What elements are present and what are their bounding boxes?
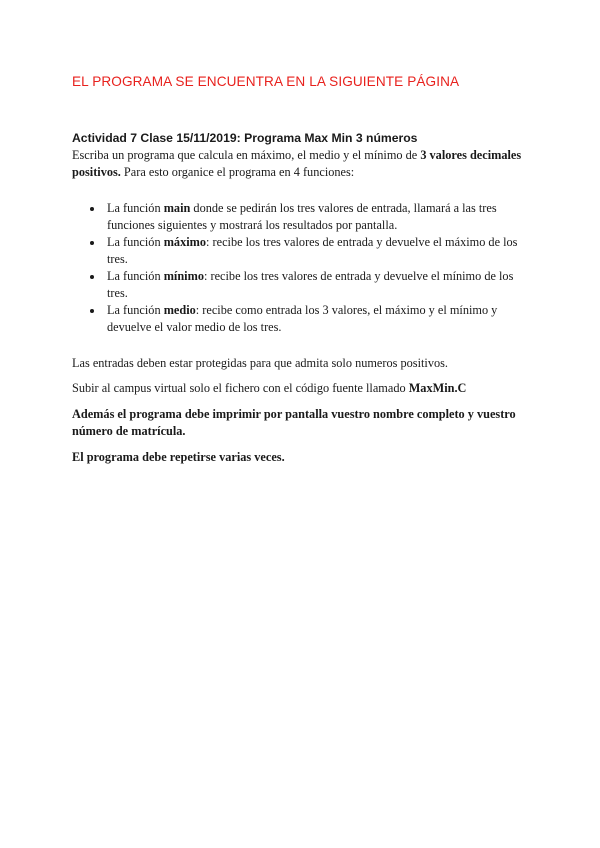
bullet-icon [90, 207, 94, 211]
list-item-text: : recibe los tres valores de entrada y devuelve el máximo de los tres. [107, 235, 518, 266]
list-item-bold: mínimo [163, 269, 204, 283]
ademas-paragraph: Además el programa debe imprimir por pantalla vuestro nombre completo y vuestro número de matrícula. [72, 407, 516, 438]
next-page-notice: EL PROGRAMA SE ENCUENTRA EN LA SIGUIENTE PÁGINA [72, 74, 460, 89]
list-item-text: : recibe los tres valores de entrada y devuelve el mínimo de los tres. [107, 269, 514, 300]
subir-text: Subir al campus virtual solo el fichero con el código fuente llamado [72, 381, 409, 395]
list-item-bold: main [163, 201, 191, 215]
list-item-minimo [90, 268, 528, 302]
list-item-text: : recibe como entrada los 3 valores, el máximo y el mínimo y devuelve el valor medio de los tres. [107, 303, 498, 334]
list-item-text: La función [107, 235, 164, 249]
bullet-icon [90, 241, 94, 245]
filename: MaxMin.C [408, 381, 467, 395]
list-item-bold: medio [163, 303, 196, 317]
bullet-icon [90, 275, 94, 279]
intro-text-2: Para esto organice el programa en 4 funciones: [120, 165, 355, 179]
intro-bold: 3 valores decimales positivos. [72, 148, 522, 179]
bullet-icon [90, 309, 94, 313]
subir-paragraph [72, 380, 528, 397]
list-item-text: La función [107, 303, 164, 317]
list-item-text: La función [107, 269, 164, 283]
intro-text-1: Escriba un programa que calcula en máximo, el medio y el mínimo de [72, 148, 421, 162]
entradas-paragraph: Las entradas deben estar protegidas para que admita solo numeros positivos. [72, 356, 448, 370]
list-item-bold: máximo [163, 235, 207, 249]
activity-title: Actividad 7 Clase 15/11/2019: Programa Max Min 3 números [72, 131, 418, 145]
list-item-medio [90, 302, 528, 336]
repetir-paragraph: El programa debe repetirse varias veces. [72, 450, 285, 464]
list-item-maximo [90, 234, 528, 268]
list-item-text: La función [107, 201, 164, 215]
intro-paragraph [72, 147, 528, 181]
list-item-text: donde se pedirán los tres valores de entrada, llamará a las tres funciones siguientes y mostrará los resultados por pantalla. [107, 201, 497, 232]
list-item-main [90, 200, 528, 234]
function-list [90, 200, 528, 336]
